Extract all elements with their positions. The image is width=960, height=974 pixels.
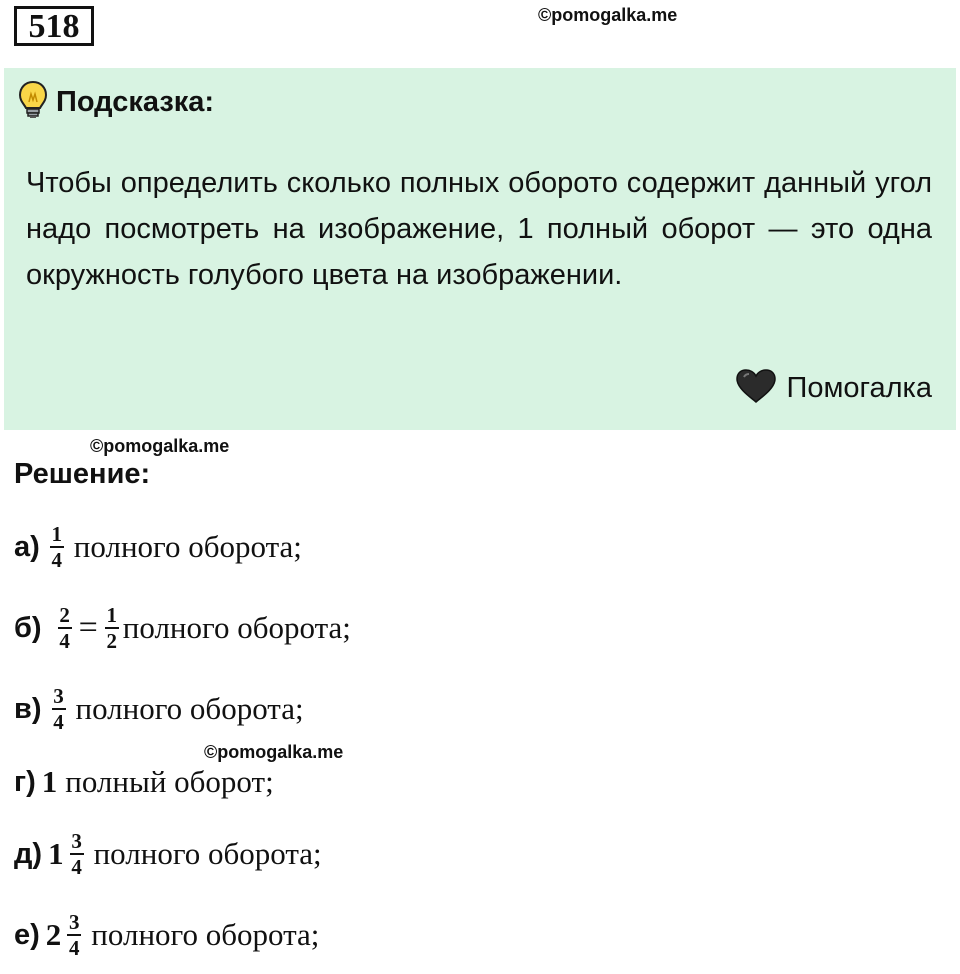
hint-title	[18, 80, 214, 125]
watermark: ©pomogalka.me	[204, 742, 344, 762]
answer-a	[14, 523, 302, 571]
solution-title: Решение:	[14, 458, 151, 490]
denominator: 4	[69, 936, 80, 960]
heart-icon	[735, 368, 777, 409]
answer-d	[14, 830, 322, 878]
watermark: ©pomogalka.me	[90, 436, 230, 456]
answer-text: полный оборот;	[65, 764, 274, 799]
fraction	[67, 911, 81, 959]
answer-text: полного оборота;	[75, 691, 304, 726]
denominator: 4	[53, 710, 64, 734]
numerator: 3	[53, 684, 64, 708]
answer-text: полного оборота;	[122, 610, 351, 645]
denominator: 2	[106, 629, 118, 653]
numerator: 3	[69, 910, 80, 934]
numerator: 3	[71, 829, 82, 853]
denominator: 4	[59, 629, 70, 653]
numerator: 2	[59, 603, 70, 627]
whole-number: 1	[48, 836, 64, 871]
whole-number: 2	[45, 917, 62, 952]
numerator: 1	[106, 603, 118, 627]
answer-text: полного оборота;	[91, 917, 320, 952]
answer-letter: е)	[14, 918, 40, 951]
hint-box	[4, 68, 956, 430]
answer-text: полного оборота;	[73, 529, 302, 564]
watermark: ©pomogalka.me	[538, 5, 678, 25]
answer-b	[14, 604, 351, 652]
hint-signature-text: Помогалка	[786, 372, 932, 404]
answer-letter: а)	[14, 530, 40, 563]
answer-letter: б)	[14, 611, 42, 644]
lightbulb-icon	[18, 80, 48, 125]
numerator: 1	[51, 522, 63, 546]
denominator: 4	[51, 548, 63, 572]
answer-g	[14, 764, 274, 800]
fraction	[50, 523, 64, 571]
denominator: 4	[71, 855, 82, 879]
hint-signature	[735, 368, 932, 409]
fraction	[70, 830, 84, 878]
hint-title-text: Подсказка:	[56, 86, 215, 118]
fraction	[52, 685, 66, 733]
fraction	[105, 604, 119, 652]
answer-text: полного оборота;	[93, 836, 322, 871]
hint-body: Чтобы определить сколько полных оборото содержит данный угол надо посмотреть на изображение, 1 полный оборот — это одна окружность голубого цвета на изображении.	[26, 167, 932, 291]
answer-letter: г)	[14, 765, 36, 798]
problem-number: 518	[14, 6, 94, 46]
answer-v	[14, 685, 304, 733]
answer-e	[14, 911, 319, 959]
fraction	[58, 604, 72, 652]
answer-letter: в)	[14, 692, 42, 725]
equals-sign: =	[78, 609, 98, 646]
answer-letter: д)	[14, 837, 43, 870]
whole-number: 1	[41, 764, 58, 799]
